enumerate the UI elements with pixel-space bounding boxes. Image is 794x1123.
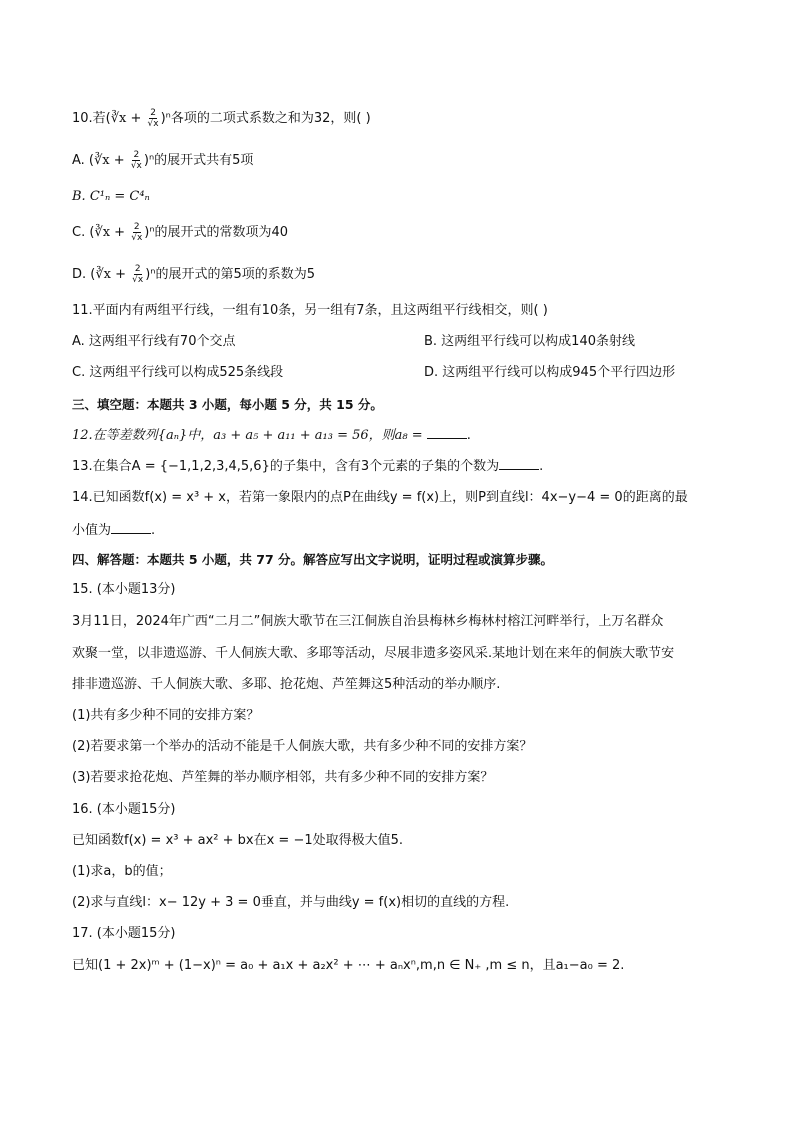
option-prefix: C. ( <box>72 225 95 240</box>
fraction-denominator: √x <box>132 275 144 285</box>
section-3-heading: 三、填空题：本题共 3 小题，每小题 5 分，共 15 分。 <box>72 397 383 412</box>
option-text: )ⁿ的展开式的常数项为40 <box>144 225 289 240</box>
q11-option-a: A. 这两组平行线有70个交点 <box>72 334 236 349</box>
answer-blank <box>499 457 539 470</box>
cube-root-x: ∛x <box>94 153 110 168</box>
q14-line-1: 14.已知函数f(x) = x³ + x，若第一象限内的点P在曲线y = f(x)上，则P到直线l：4x−y−4 = 0的距离的最 <box>72 490 688 505</box>
q16-header: 16. (本小题15分) <box>72 802 176 817</box>
q10-option-c <box>72 222 734 243</box>
q15-header: 15. (本小题13分) <box>72 582 176 597</box>
fraction-numerator: 2 <box>134 264 141 274</box>
q17-header: 17. (本小题15分) <box>72 926 176 941</box>
q10-option-a <box>72 150 734 171</box>
fraction <box>147 108 160 129</box>
q10-option-b <box>72 188 734 206</box>
q12-period: . <box>466 428 471 443</box>
answer-blank <box>427 426 467 439</box>
q16-stem: 已知函数f(x) = x³ + ax² + bx在x = −1处取得极大值5. <box>72 833 404 848</box>
option-text: )ⁿ的展开式的第5项的系数为5 <box>145 267 316 282</box>
q15-paragraph-line-3: 排非遗巡游、千人侗族大歌、多耶、抢花炮、芦笙舞这5种活动的举办顺序. <box>72 677 501 692</box>
q11-option-d: D. 这两组平行线可以构成945个平行四边形 <box>424 365 676 380</box>
q15-subquestion-2: (2)若要求第一个举办的活动不能是千人侗族大歌，共有多少种不同的安排方案？ <box>72 739 533 754</box>
q14-line-2 <box>72 521 734 540</box>
answer-blank <box>111 521 151 534</box>
q12-text: 12.在等差数列{aₙ}中，a₃ + a₅ + a₁₁ + a₁₃ = 56，则a₈ = <box>72 428 427 443</box>
q11-option-b: B. 这两组平行线可以构成140条射线 <box>424 334 635 349</box>
fraction-numerator: 2 <box>133 150 140 160</box>
q13-text: 13.在集合A = {−1,1,2,3,4,5,6}的子集中，含有3个元素的子集的个数为 <box>72 459 500 474</box>
plus-sign: + <box>110 267 131 282</box>
option-text: B. C¹ₙ = C⁴ₙ <box>72 189 150 204</box>
q13 <box>72 457 734 476</box>
q16-subquestion-2: (2)求与直线l：x− 12y + 3 = 0垂直，并与曲线y = f(x)相切的直线的方程. <box>72 895 510 910</box>
fraction-denominator: √x <box>147 119 159 129</box>
q11-stem: 11.平面内有两组平行线，一组有10条，另一组有7条，且这两组平行线相交，则( ) <box>72 303 548 318</box>
q10-option-d <box>72 264 734 285</box>
q10-stem-suffix: )ⁿ各项的二项式系数之和为32，则( ) <box>160 111 371 126</box>
plus-sign: + <box>109 153 129 168</box>
q12 <box>72 426 734 445</box>
cube-root-x: ∛x <box>95 267 111 282</box>
fraction-numerator: 2 <box>150 108 156 118</box>
fraction <box>130 150 143 171</box>
q13-period: . <box>539 459 544 474</box>
q10-stem <box>72 108 734 129</box>
q11-options-row-1 <box>72 333 734 351</box>
fraction-denominator: √x <box>130 161 142 171</box>
q14-text: 小值为 <box>72 523 112 538</box>
plus-sign: + <box>110 225 130 240</box>
q15-subquestion-3: (3)若要求抢花炮、芦笙舞的举办顺序相邻，共有多少种不同的安排方案？ <box>72 770 494 785</box>
fraction <box>130 222 143 243</box>
option-prefix: A. ( <box>72 153 95 168</box>
q10-stem-prefix: 10.若( <box>72 111 111 126</box>
fraction-denominator: √x <box>131 233 143 243</box>
q11-option-c: C. 这两组平行线可以构成525条线段 <box>72 365 284 380</box>
q15-paragraph-line-1: 3月11日，2024年广西“二月二”侗族大歌节在三江侗族自治县梅林乡梅林村榕江河畔举行，上万名群众 <box>72 614 664 629</box>
q15-subquestion-1: (1)共有多少种不同的安排方案？ <box>72 708 260 723</box>
cube-root-x: ∛x <box>94 225 111 240</box>
fraction <box>131 264 144 285</box>
q15-paragraph-line-2: 欢聚一堂，以非遗巡游、千人侗族大歌、多耶等活动，尽展非遗多姿风采.某地计划在来年的侗族大歌节安 <box>72 646 675 661</box>
fraction-numerator: 2 <box>133 222 140 232</box>
option-text: )ⁿ的展开式共有5项 <box>143 153 254 168</box>
plus-sign: + <box>126 111 146 126</box>
q17-stem: 已知(1 + 2x)ᵐ + (1−x)ⁿ = a₀ + a₁x + a₂x² + ⋯ + aₙxⁿ,m,n ∈ N₊ ,m ≤ n，且a₁−a₀ = 2. <box>72 958 625 973</box>
q14-period: . <box>151 523 156 538</box>
section-4-heading: 四、解答题：本题共 5 小题，共 77 分。解答应写出文字说明，证明过程或演算步骤。 <box>72 552 554 567</box>
option-prefix: D. ( <box>72 267 96 282</box>
q11-options-row-2 <box>72 364 734 382</box>
q16-subquestion-1: (1)求a，b的值； <box>72 864 172 879</box>
cube-root-x: ∛x <box>110 111 127 126</box>
